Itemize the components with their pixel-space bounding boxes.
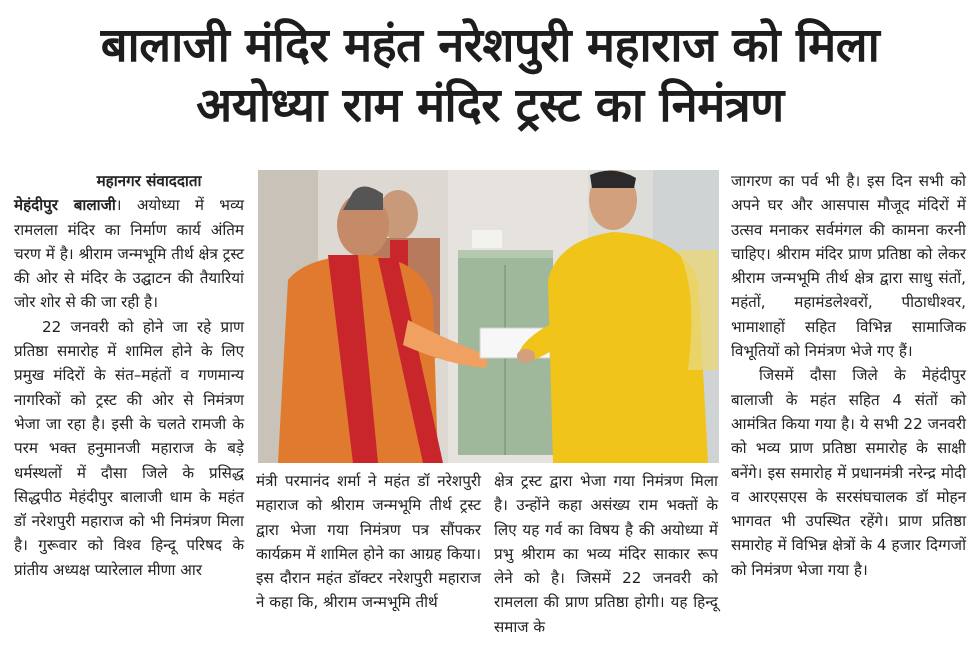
article-column-1 xyxy=(14,169,244,582)
article-column-4 xyxy=(731,169,966,582)
byline: महानगर संवाददाता xyxy=(96,172,202,190)
news-photo xyxy=(258,170,719,463)
dateline: मेहंदीपुर बालाजी xyxy=(14,196,116,215)
column-4-paragraph-1: जागरण का पर्व भी है। इस दिन सभी को अपने घर और आसपास मौजूद मंदिरों में उत्सव मनाकर सर्वमंगल की कामना करनी चाहिए। श्रीराम मंदिर प्राण प्रतिष्ठा को लेकर श्रीराम जन्मभूमि तीर्थ क्षेत्र द्वारा साधु संतों, महंतों, महामंडलेश्वरों, पीठाधीश्वर, भामाशाहों सहित विभिन्न सामाजिक विभूतियों को निमंत्रण भेजे गए हैं। xyxy=(731,172,966,361)
headline-line-2: अयोध्या राम मंदिर ट्रस्ट का निमंत्रण xyxy=(196,78,784,133)
column-3-text: क्षेत्र ट्रस्ट द्वारा भेजा गया निमंत्रण मिला है। उन्होंने कहा असंख्य राम भक्तों के लिए यह गर्व का विषय है की अयोध्या में प्रभु श्रीराम का भव्य मंदिर साकार रूप लेने को है। जिसमें 22 जनवरी को रामलला की प्राण प्रतिष्ठा होगी। यह हिन्दू समाज के xyxy=(494,472,718,636)
column-2-text: मंत्री परमानंद शर्मा ने महंत डॉ नरेशपुरी महाराज को श्रीराम जन्मभूमि तीर्थ ट्रस्ट द्वारा भेजा गया निमंत्रण पत्र सौंपकर कार्यक्रम में शामिल होने का आग्रह किया। इस दौरान महंत डॉक्टर नरेशपुरी महाराज ने कहा कि, श्रीराम जन्मभूमि तीर्थ xyxy=(256,472,481,612)
article-column-2 xyxy=(256,469,481,615)
column-1-paragraph-1: । अयोध्या में भव्य रामलला मंदिर का निर्माण कार्य अंतिम चरण में है। श्रीराम जन्मभूमि तीर्थ क्षेत्र ट्रस्ट की ओर से मंदिर के उद्घाटन की तैयारियां जोर शोर से की जा रही है। xyxy=(14,196,244,312)
article-column-3 xyxy=(494,469,718,639)
headline-line-1: बालाजी मंदिर महंत नरेशपुरी महाराज को मिला xyxy=(100,18,880,73)
column-4-paragraph-2: जिसमें दौसा जिले के मेहंदीपुर बालाजी के महंत सहित 4 संतों को आमंत्रित किया गया है। ये सभी 22 जनवरी को भव्य प्राण प्रतिष्ठा समारोह के साक्षी बनेंगे। इस समारोह में प्रधानमंत्री नरेन्द्र मोदी व आरएसएस के सरसंघचालक डॉ मोहन भागवत भी उपस्थित रहेंगे। प्राण प्रतिष्ठा समारोह में विभिन्न क्षेत्रों के 4 हजार दिग्गजों को निमंत्रण भेजा गया है। xyxy=(731,366,966,579)
column-1-paragraph-2: 22 जनवरी को होने जा रहे प्राण प्रतिष्ठा समारोह में शामिल होने के लिए प्रमुख मंदिरों के संत–महंतों व गणमान्य नागरिकों को ट्रस्ट की ओर से निमंत्रण भेजा जा रहा है। इसी के चलते रामजी के परम भक्त हनुमानजी महाराज के बड़े धर्मस्थलों में दौसा जिले के प्रसिद्ध सिद्धपीठ मेहंदीपुर बालाजी धाम के महंत डॉ नरेशपुरी महाराज को भी निमंत्रण मिला है। गुरूवार को विश्व हिन्दू परिषद के प्रांतीय अध्यक्ष प्यारेलाल मीणा आर xyxy=(14,317,244,579)
headline xyxy=(0,16,980,136)
